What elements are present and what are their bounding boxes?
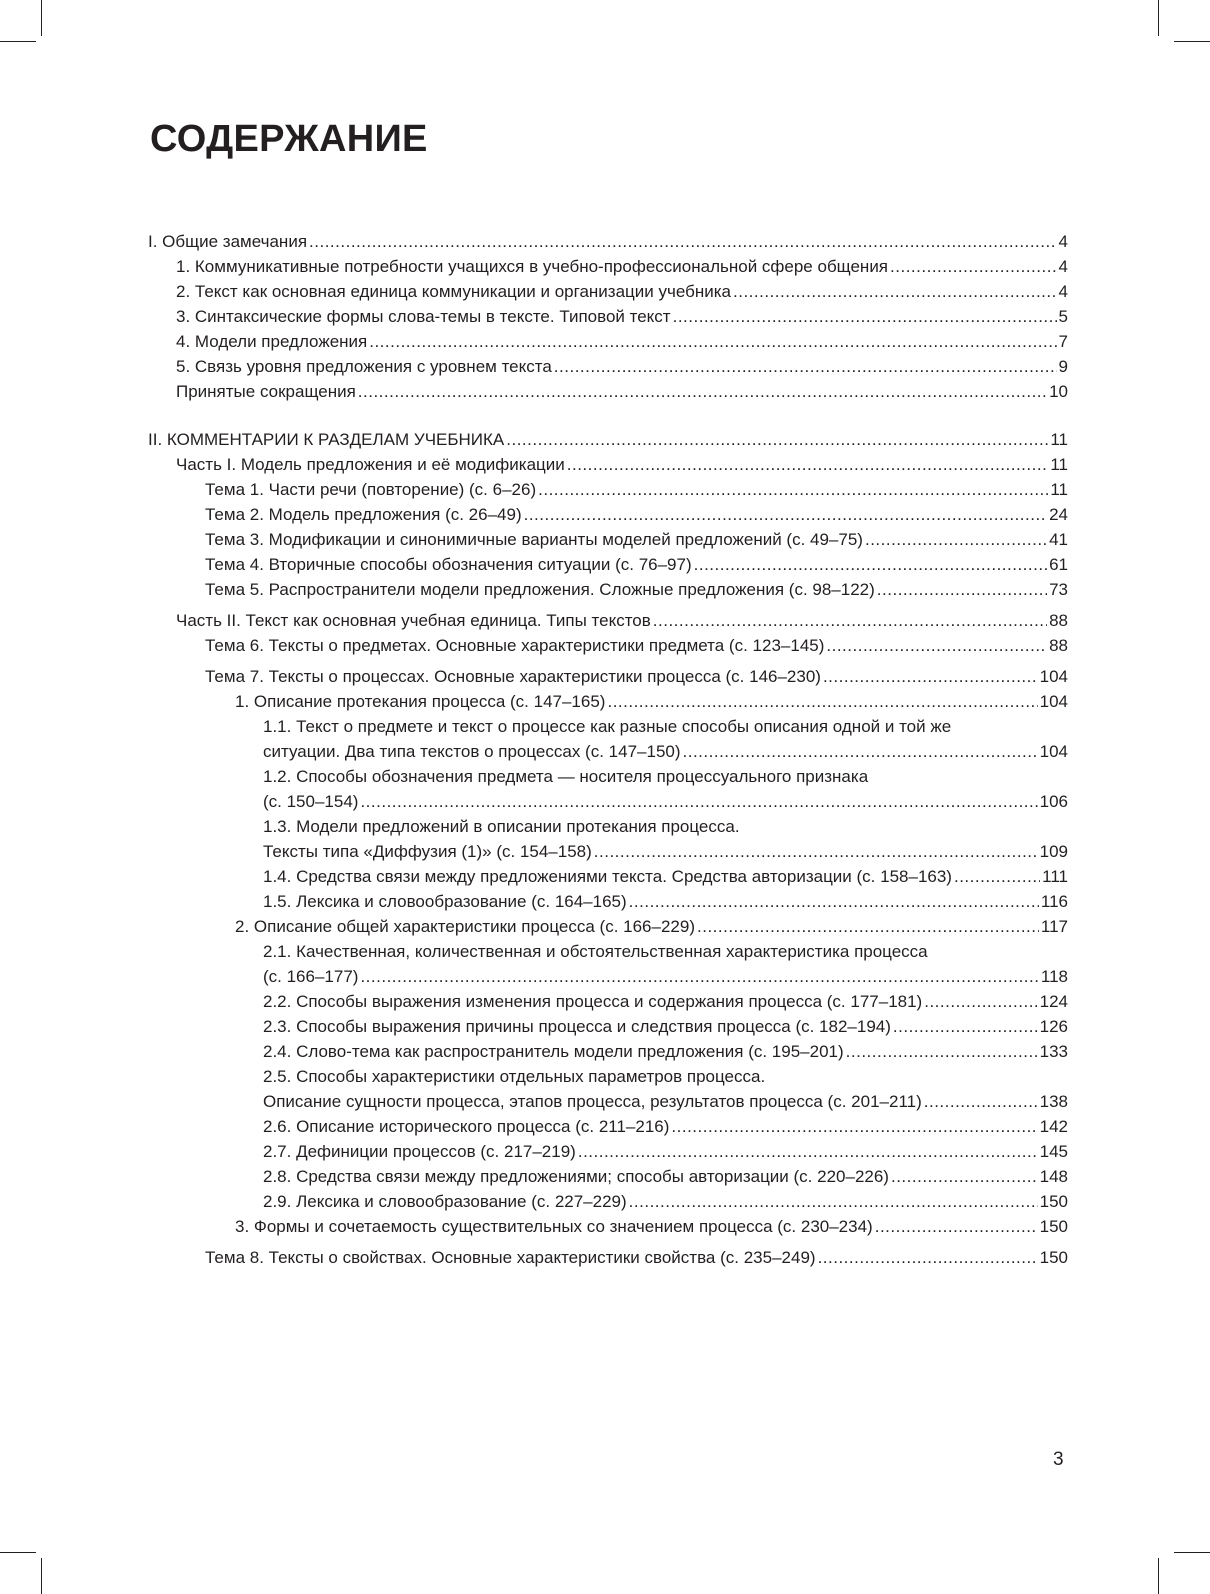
toc-page-number: 133 [1039, 1042, 1068, 1061]
toc-entry-title: 2.7. Дефиниции процессов (с. 217–219) [263, 1142, 576, 1161]
toc-entry-title-line: 1.3. Модели предложений в описании протекания процесса. [263, 817, 740, 836]
toc-entry-title: 2.8. Средства связи между предложениями; способы авторизации (с. 220–226) [263, 1167, 889, 1186]
toc-item[interactable] [148, 964, 1068, 989]
toc-page-number: 4 [1058, 257, 1068, 276]
toc-entry-title: Тема 7. Тексты о процессах. Основные характеристики процесса (с. 146–230) [205, 667, 821, 686]
toc-part-1[interactable] [148, 452, 1068, 477]
toc-leader [954, 864, 1040, 889]
page-number: 3 [1053, 1449, 1064, 1470]
toc-leader [673, 304, 1057, 329]
toc-leader [506, 427, 1048, 452]
toc-leader [653, 608, 1047, 633]
toc-leader [697, 914, 1039, 939]
toc-item[interactable] [148, 502, 1068, 527]
toc-entry-title-line: 2.1. Качественная, количественная и обстоятельственная характеристика процесса [263, 942, 928, 961]
toc-item[interactable] [148, 739, 1068, 764]
crop-mark [1158, 0, 1159, 36]
toc-item[interactable] [148, 1039, 1068, 1064]
toc-item[interactable] [148, 1089, 1068, 1114]
toc-leader [554, 354, 1057, 379]
crop-mark [0, 1552, 36, 1553]
crop-mark [1174, 41, 1210, 42]
table-of-contents [148, 229, 1068, 1270]
toc-entry-title: 2. Текст как основная единица коммуникации и организации учебника [176, 282, 731, 301]
toc-leader [358, 379, 1047, 404]
toc-leader [360, 964, 1038, 989]
toc-page-number: 148 [1039, 1167, 1068, 1186]
toc-item[interactable] [148, 1189, 1068, 1214]
toc-page-number: 5 [1058, 307, 1068, 326]
crop-mark [1174, 1552, 1210, 1553]
toc-item[interactable] [148, 1245, 1068, 1270]
toc-leader [846, 1039, 1038, 1064]
toc-entry-title: 2.4. Слово-тема как распространитель модели предложения (с. 195–201) [263, 1042, 844, 1061]
toc-page-number: 118 [1040, 967, 1068, 986]
toc-page-number: 104 [1039, 742, 1068, 761]
toc-entry-title: 1. Коммуникативные потребности учащихся в учебно-профессиональной сфере общения [176, 257, 889, 276]
toc-page-number: 124 [1039, 992, 1068, 1011]
toc-item[interactable] [148, 1114, 1068, 1139]
toc-entry-title: 4. Модели предложения [176, 332, 368, 351]
toc-entry-title: 3. Формы и сочетаемость существительных со значением процесса (с. 230–234) [235, 1217, 873, 1236]
toc-item[interactable] [148, 1139, 1068, 1164]
toc-page-number: 142 [1039, 1117, 1068, 1136]
toc-leader [826, 633, 1047, 658]
toc-leader [594, 839, 1038, 864]
toc-page-number: 109 [1039, 842, 1068, 861]
toc-leader [629, 1189, 1038, 1214]
toc-entry-title-line: 2.5. Способы характеристики отдельных параметров процесса. [263, 1067, 766, 1086]
toc-entry-title-line: 1.2. Способы обозначения предмета — носителя процессуального признака [263, 767, 869, 786]
toc-item[interactable] [148, 1014, 1068, 1039]
toc-page-number: 138 [1039, 1092, 1068, 1111]
toc-page-number: 7 [1058, 332, 1068, 351]
toc-page-number: 41 [1049, 530, 1068, 549]
toc-entry-title: 2.3. Способы выражения причины процесса и следствия процесса (с. 182–194) [263, 1017, 891, 1036]
toc-item[interactable] [148, 552, 1068, 577]
toc-leader [733, 279, 1057, 304]
toc-page-number: 150 [1039, 1248, 1068, 1267]
toc-leader [924, 1089, 1038, 1114]
toc-leader [524, 502, 1047, 527]
toc-entry-title: Часть II. Текст как основная учебная единица. Типы текстов [176, 611, 651, 630]
toc-page-number: 104 [1039, 692, 1068, 711]
toc-leader [694, 552, 1047, 577]
toc-section-1[interactable] [148, 229, 1068, 254]
toc-leader [865, 527, 1047, 552]
toc-item[interactable] [148, 354, 1068, 379]
toc-item[interactable] [148, 864, 1068, 889]
toc-entry-title: 1.4. Средства связи между предложениями текста. Средства авторизации (с. 158–163) [263, 867, 952, 886]
toc-item[interactable] [148, 914, 1068, 939]
toc-entry-title: Тема 8. Тексты о свойствах. Основные характеристики свойства (с. 235–249) [205, 1248, 816, 1267]
toc-page-number: 111 [1042, 867, 1068, 886]
toc-leader [607, 689, 1037, 714]
toc-page-number: 150 [1039, 1217, 1068, 1236]
page-title: СОДЕРЖАНИЕ [150, 118, 428, 160]
toc-page-number: 88 [1049, 636, 1068, 655]
crop-mark [41, 0, 42, 36]
toc-entry-title: Тема 6. Тексты о предметах. Основные характеристики предмета (с. 123–145) [205, 636, 825, 655]
toc-entry-title: 1.5. Лексика и словообразование (с. 164–165) [263, 892, 627, 911]
toc-entry-title: 2.9. Лексика и словообразование (с. 227–229) [263, 1192, 627, 1211]
toc-page-number: 106 [1039, 792, 1068, 811]
toc-item[interactable] [148, 527, 1068, 552]
toc-page-number: 4 [1058, 282, 1068, 301]
toc-leader [818, 1245, 1038, 1270]
toc-leader [924, 989, 1037, 1014]
toc-page-number: 104 [1039, 667, 1068, 686]
toc-entry-title: II. КОММЕНТАРИИ К РАЗДЕЛАМ УЧЕБНИКА [148, 430, 505, 449]
toc-page-number: 61 [1049, 555, 1068, 574]
toc-entry-title: I. Общие замечания [148, 232, 308, 251]
toc-item[interactable] [148, 304, 1068, 329]
toc-entry-title: Тема 2. Модель предложения (с. 26–49) [205, 505, 522, 524]
toc-item[interactable] [148, 1214, 1068, 1239]
toc-entry-title-line: 1.1. Текст о предмете и текст о процессе как разные способы описания одной и той же [263, 717, 952, 736]
crop-mark [41, 1558, 42, 1594]
toc-entry-title: 3. Синтаксические формы слова-темы в тексте. Типовой текст [176, 307, 671, 326]
toc-entry-title: Часть I. Модель предложения и её модификации [176, 455, 565, 474]
toc-leader [567, 452, 1049, 477]
toc-entry-title: ситуации. Два типа текстов о процессах (с. 147–150) [263, 742, 681, 761]
toc-item[interactable] [148, 577, 1068, 602]
toc-page-number: 11 [1050, 430, 1068, 449]
toc-item[interactable] [148, 664, 1068, 689]
toc-page-number: 73 [1049, 580, 1068, 599]
toc-item[interactable] [148, 889, 1068, 914]
crop-mark [0, 41, 36, 42]
toc-entry-title: 2. Описание общей характеристики процесса (с. 166–229) [235, 917, 695, 936]
toc-item[interactable] [148, 1164, 1068, 1189]
toc-page-number: 116 [1040, 892, 1068, 911]
toc-item[interactable] [148, 379, 1068, 404]
toc-section-2[interactable] [148, 427, 1068, 452]
toc-leader [309, 229, 1057, 254]
toc-leader [823, 664, 1038, 689]
toc-page-number: 11 [1050, 480, 1068, 499]
toc-item[interactable] [148, 329, 1068, 354]
toc-item[interactable] [148, 633, 1068, 658]
toc-entry-title: 2.2. Способы выражения изменения процесса и содержания процесса (с. 177–181) [263, 992, 923, 1011]
toc-leader [875, 1214, 1038, 1239]
toc-leader [890, 254, 1057, 279]
toc-leader [360, 789, 1037, 814]
toc-item[interactable] [148, 477, 1068, 502]
toc-entry-title: Описание сущности процесса, этапов процесса, результатов процесса (с. 201–211) [263, 1092, 922, 1111]
toc-entry-title: (с. 150–154) [263, 792, 359, 811]
toc-page-number: 11 [1050, 455, 1068, 474]
toc-leader [683, 739, 1038, 764]
toc-page-number: 145 [1039, 1142, 1068, 1161]
toc-entry-title: Тема 1. Части речи (повторение) (с. 6–26) [205, 480, 537, 499]
toc-leader [369, 329, 1056, 354]
toc-leader [629, 889, 1039, 914]
toc-entry-title: 5. Связь уровня предложения с уровнем текста [176, 357, 552, 376]
toc-entry-title: Тексты типа «Диффузия (1)» (с. 154–158) [263, 842, 592, 861]
toc-item[interactable] [148, 989, 1068, 1014]
toc-entry-title: Тема 5. Распространители модели предложения. Сложные предложения (с. 98–122) [205, 580, 875, 599]
toc-leader [877, 577, 1047, 602]
toc-page-number: 150 [1039, 1192, 1068, 1211]
toc-entry-title: 1. Описание протекания процесса (с. 147–165) [235, 692, 606, 711]
toc-page-number: 117 [1040, 917, 1068, 936]
crop-mark [1158, 1558, 1159, 1594]
toc-page-number: 24 [1049, 505, 1068, 524]
toc-entry-title: Принятые сокращения [176, 382, 356, 401]
toc-leader [891, 1164, 1038, 1189]
toc-item[interactable] [148, 689, 1068, 714]
toc-leader [538, 477, 1048, 502]
toc-item[interactable] [148, 279, 1068, 304]
toc-leader [671, 1114, 1037, 1139]
toc-item[interactable] [148, 839, 1068, 864]
toc-page-number: 88 [1049, 611, 1068, 630]
toc-item[interactable] [148, 789, 1068, 814]
toc-entry-title: 2.6. Описание исторического процесса (с. 211–216) [263, 1117, 670, 1136]
toc-page-number: 4 [1058, 232, 1068, 251]
toc-entry-title: Тема 4. Вторичные способы обозначения ситуации (с. 76–97) [205, 555, 692, 574]
toc-leader [578, 1139, 1038, 1164]
toc-entry-title: Тема 3. Модификации и синонимичные варианты моделей предложений (с. 49–75) [205, 530, 863, 549]
toc-page-number: 10 [1049, 382, 1068, 401]
toc-item[interactable] [148, 254, 1068, 279]
toc-leader [893, 1014, 1038, 1039]
toc-page-number: 126 [1039, 1017, 1068, 1036]
toc-part-2[interactable] [148, 608, 1068, 633]
toc-page-number: 9 [1058, 357, 1068, 376]
toc-entry-title: (с. 166–177) [263, 967, 359, 986]
